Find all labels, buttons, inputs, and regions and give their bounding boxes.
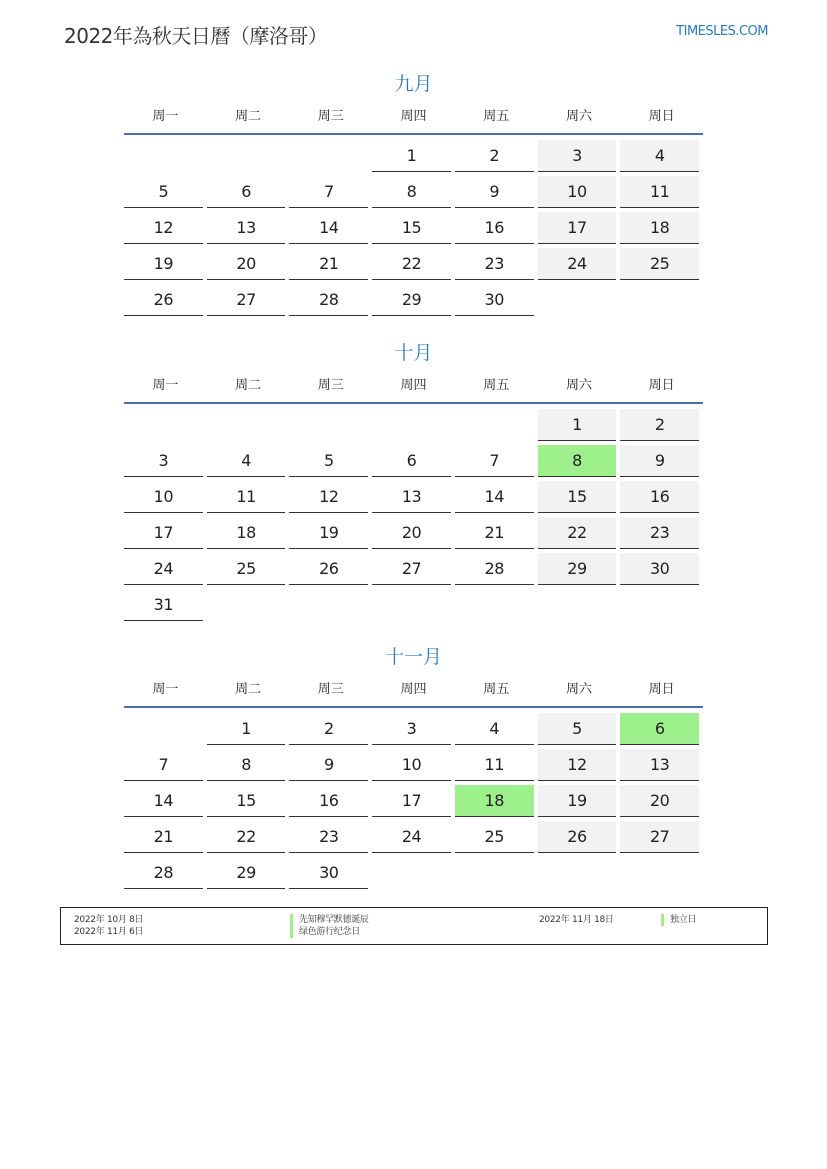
empty-day-cell xyxy=(289,589,368,620)
day-cell[interactable]: 1 xyxy=(207,713,286,745)
day-cell[interactable]: 14 xyxy=(289,212,368,244)
day-cell[interactable]: 19 xyxy=(289,517,368,549)
day-cell[interactable]: 24 xyxy=(124,553,203,585)
day-cell[interactable]: 25 xyxy=(207,553,286,585)
empty-day-cell xyxy=(538,589,617,620)
week-row xyxy=(124,517,703,553)
weekday-label: 周三 xyxy=(317,109,344,124)
day-cell[interactable]: 17 xyxy=(538,212,617,244)
day-cell[interactable]: 26 xyxy=(538,821,617,853)
month-october xyxy=(124,338,703,625)
day-cell[interactable]: 21 xyxy=(289,248,368,280)
day-cell[interactable]: 23 xyxy=(620,517,699,549)
week-row xyxy=(124,212,703,248)
day-cell[interactable]: 16 xyxy=(289,785,368,817)
day-cell[interactable]: 24 xyxy=(538,248,617,280)
empty-day-cell xyxy=(372,589,451,620)
day-cell[interactable]: 4 xyxy=(620,140,699,172)
weekday-header xyxy=(124,108,703,135)
day-cell[interactable]: 4 xyxy=(207,445,286,477)
weekday-label: 周二 xyxy=(235,378,262,393)
empty-day-cell xyxy=(289,409,368,440)
day-cell[interactable]: 7 xyxy=(455,445,534,477)
weekday-label: 周三 xyxy=(317,682,344,697)
legend-date: 2022年 10月 8日 xyxy=(74,915,144,925)
day-cell[interactable]: 21 xyxy=(124,821,203,853)
empty-day-cell xyxy=(538,857,617,888)
day-cell[interactable]: 2 xyxy=(620,409,699,441)
day-cell[interactable]: 20 xyxy=(372,517,451,549)
empty-day-cell xyxy=(124,140,203,171)
day-cell[interactable]: 9 xyxy=(455,176,534,208)
day-cell[interactable]: 10 xyxy=(538,176,617,208)
empty-day-cell xyxy=(620,589,699,620)
empty-day-cell xyxy=(124,713,203,744)
day-cell[interactable]: 26 xyxy=(289,553,368,585)
day-cell[interactable]: 12 xyxy=(289,481,368,513)
day-cell[interactable]: 31 xyxy=(124,589,203,621)
day-cell[interactable]: 7 xyxy=(124,749,203,781)
day-cell[interactable]: 29 xyxy=(538,553,617,585)
week-row xyxy=(124,589,703,625)
page-title: 2022年為秋天日曆（摩洛哥） xyxy=(64,24,328,48)
week-row xyxy=(124,409,703,445)
day-cell[interactable]: 11 xyxy=(207,481,286,513)
weekday-label: 周一 xyxy=(152,682,179,697)
day-cell[interactable]: 9 xyxy=(289,749,368,781)
weekday-label: 周六 xyxy=(565,378,592,393)
week-row xyxy=(124,749,703,785)
day-cell[interactable]: 6 xyxy=(620,713,699,745)
day-cell[interactable]: 30 xyxy=(455,284,534,316)
legend-holiday-name: 绿色游行纪念日 xyxy=(290,926,360,938)
week-row xyxy=(124,140,703,176)
day-cell[interactable]: 27 xyxy=(372,553,451,585)
week-row xyxy=(124,785,703,821)
weekday-label: 周三 xyxy=(317,378,344,393)
empty-day-cell xyxy=(620,857,699,888)
empty-day-cell xyxy=(455,589,534,620)
day-cell[interactable]: 11 xyxy=(620,176,699,208)
empty-day-cell xyxy=(207,589,286,620)
empty-day-cell xyxy=(289,140,368,171)
day-grid xyxy=(124,409,703,625)
day-cell[interactable]: 12 xyxy=(124,212,203,244)
day-cell[interactable]: 14 xyxy=(124,785,203,817)
week-row xyxy=(124,445,703,481)
empty-day-cell xyxy=(372,409,451,440)
day-cell[interactable]: 14 xyxy=(455,481,534,513)
legend-date: 2022年 11月 18日 xyxy=(539,915,614,925)
day-cell[interactable]: 13 xyxy=(207,212,286,244)
day-cell[interactable]: 17 xyxy=(372,785,451,817)
day-cell[interactable]: 9 xyxy=(620,445,699,477)
day-cell[interactable]: 6 xyxy=(372,445,451,477)
day-cell[interactable]: 10 xyxy=(372,749,451,781)
day-cell[interactable]: 1 xyxy=(538,409,617,441)
day-cell[interactable]: 10 xyxy=(124,481,203,513)
empty-day-cell xyxy=(455,409,534,440)
weekday-header xyxy=(124,377,703,404)
weekday-label: 周一 xyxy=(152,109,179,124)
day-grid xyxy=(124,140,703,320)
weekday-label: 周二 xyxy=(235,109,262,124)
week-row xyxy=(124,481,703,517)
weekday-label: 周五 xyxy=(483,109,510,124)
day-cell[interactable]: 2 xyxy=(455,140,534,172)
day-cell[interactable]: 25 xyxy=(455,821,534,853)
weekday-label: 周日 xyxy=(648,378,675,393)
day-cell[interactable]: 6 xyxy=(207,176,286,208)
site-link[interactable]: TIMESLES.COM xyxy=(676,24,768,39)
day-cell[interactable]: 27 xyxy=(207,284,286,316)
legend-holiday-name: 独立日 xyxy=(661,914,696,926)
empty-day-cell xyxy=(372,857,451,888)
day-cell[interactable]: 20 xyxy=(207,248,286,280)
empty-day-cell xyxy=(207,140,286,171)
day-cell[interactable]: 28 xyxy=(455,553,534,585)
day-cell[interactable]: 3 xyxy=(372,713,451,745)
weekday-label: 周四 xyxy=(400,378,427,393)
day-cell[interactable]: 13 xyxy=(620,749,699,781)
day-cell[interactable]: 15 xyxy=(207,785,286,817)
weekday-label: 周四 xyxy=(400,109,427,124)
day-cell[interactable]: 29 xyxy=(372,284,451,316)
week-row xyxy=(124,857,703,893)
empty-day-cell xyxy=(124,409,203,440)
day-grid xyxy=(124,713,703,893)
week-row xyxy=(124,821,703,857)
week-row xyxy=(124,284,703,320)
day-cell[interactable]: 16 xyxy=(620,481,699,513)
month-november xyxy=(124,642,703,893)
day-cell[interactable]: 26 xyxy=(124,284,203,316)
month-name: 十月 xyxy=(394,342,433,364)
day-cell[interactable]: 8 xyxy=(372,176,451,208)
day-cell[interactable]: 16 xyxy=(455,212,534,244)
day-cell[interactable]: 5 xyxy=(538,713,617,745)
weekday-label: 周一 xyxy=(152,378,179,393)
day-cell[interactable]: 18 xyxy=(207,517,286,549)
legend-date: 2022年 11月 6日 xyxy=(74,927,144,937)
day-cell[interactable]: 1 xyxy=(372,140,451,172)
weekday-label: 周日 xyxy=(648,109,675,124)
holiday-legend xyxy=(60,907,768,945)
empty-day-cell xyxy=(207,409,286,440)
day-cell[interactable]: 30 xyxy=(289,857,368,889)
day-cell[interactable]: 21 xyxy=(455,517,534,549)
day-cell[interactable]: 22 xyxy=(538,517,617,549)
weekday-label: 周五 xyxy=(483,682,510,697)
week-row xyxy=(124,713,703,749)
day-cell[interactable]: 24 xyxy=(372,821,451,853)
day-cell[interactable]: 19 xyxy=(124,248,203,280)
day-cell[interactable]: 13 xyxy=(372,481,451,513)
day-cell[interactable]: 2 xyxy=(289,713,368,745)
empty-day-cell xyxy=(455,857,534,888)
weekday-label: 周二 xyxy=(235,682,262,697)
day-cell[interactable]: 11 xyxy=(455,749,534,781)
weekday-label: 周六 xyxy=(565,109,592,124)
day-cell[interactable]: 4 xyxy=(455,713,534,745)
week-row xyxy=(124,248,703,284)
weekday-header xyxy=(124,681,703,708)
day-cell[interactable]: 8 xyxy=(207,749,286,781)
day-cell[interactable]: 22 xyxy=(207,821,286,853)
day-cell[interactable]: 23 xyxy=(455,248,534,280)
weekday-label: 周五 xyxy=(483,378,510,393)
month-name: 十一月 xyxy=(384,646,442,668)
month-name: 九月 xyxy=(394,73,433,95)
day-cell[interactable]: 29 xyxy=(207,857,286,889)
day-cell[interactable]: 17 xyxy=(124,517,203,549)
day-cell[interactable]: 3 xyxy=(124,445,203,477)
empty-day-cell xyxy=(620,284,699,315)
week-row xyxy=(124,553,703,589)
day-cell[interactable]: 7 xyxy=(289,176,368,208)
day-cell[interactable]: 18 xyxy=(455,785,534,817)
day-cell[interactable]: 5 xyxy=(289,445,368,477)
day-cell[interactable]: 3 xyxy=(538,140,617,172)
legend-holiday-name: 先知穆罕默德诞辰 xyxy=(290,914,369,926)
day-cell[interactable]: 20 xyxy=(620,785,699,817)
day-cell[interactable]: 19 xyxy=(538,785,617,817)
day-cell[interactable]: 28 xyxy=(124,857,203,889)
day-cell[interactable]: 25 xyxy=(620,248,699,280)
day-cell[interactable]: 18 xyxy=(620,212,699,244)
day-cell[interactable]: 15 xyxy=(372,212,451,244)
day-cell[interactable]: 27 xyxy=(620,821,699,853)
day-cell[interactable]: 28 xyxy=(289,284,368,316)
day-cell[interactable]: 23 xyxy=(289,821,368,853)
day-cell[interactable]: 30 xyxy=(620,553,699,585)
day-cell[interactable]: 22 xyxy=(372,248,451,280)
weekday-label: 周六 xyxy=(565,682,592,697)
weekday-label: 周日 xyxy=(648,682,675,697)
day-cell[interactable]: 12 xyxy=(538,749,617,781)
month-september xyxy=(124,69,703,320)
day-cell[interactable]: 15 xyxy=(538,481,617,513)
empty-day-cell xyxy=(538,284,617,315)
weekday-label: 周四 xyxy=(400,682,427,697)
day-cell[interactable]: 8 xyxy=(538,445,617,477)
day-cell[interactable]: 5 xyxy=(124,176,203,208)
week-row xyxy=(124,176,703,212)
